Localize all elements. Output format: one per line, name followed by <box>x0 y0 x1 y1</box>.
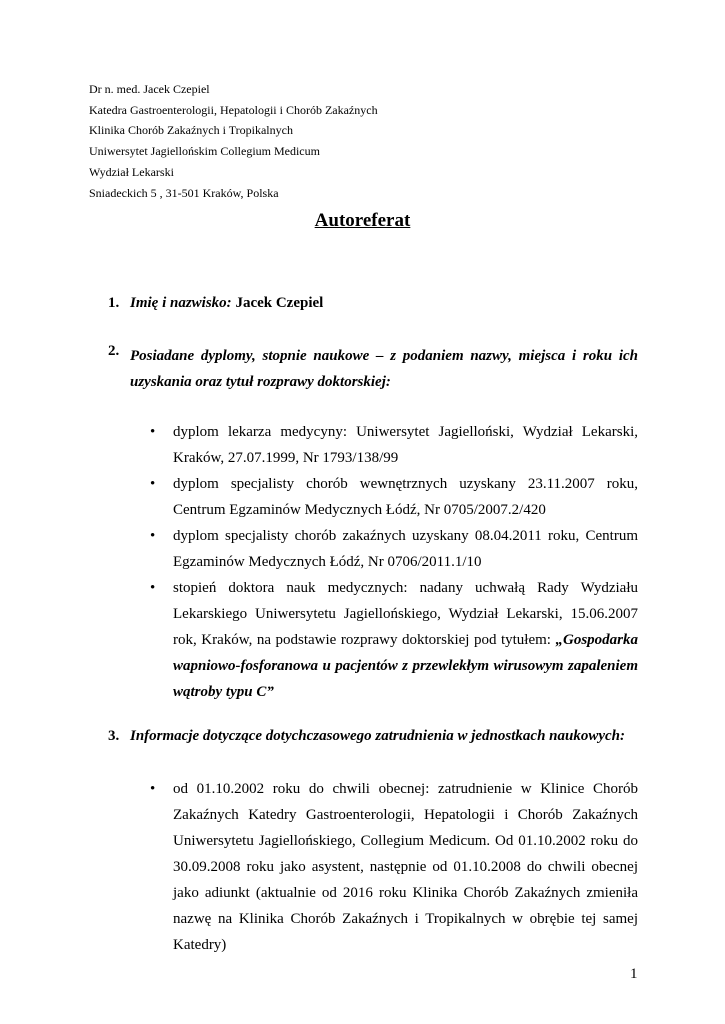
bullet-icon: • <box>150 580 156 596</box>
author-affiliation-block <box>89 79 378 203</box>
header-line-clinic: Klinika Chorób Zakaźnych i Tropikalnych <box>89 123 293 138</box>
list-item: • dyplom lekarza medycyny: Uniwersytet Jagielloński, Wydział Lekarski, Kraków, 27.07.1999, Nr 1793/138/99 <box>150 419 638 471</box>
document-title: Autoreferat <box>314 210 411 231</box>
list-item: • dyplom specjalisty chorób zakaźnych uzyskany 08.04.2011 roku, Centrum Egzaminów Medycznych Łódź, Nr 0706/2011.1/10 <box>150 523 638 575</box>
section-heading: Informacje dotyczące dotychczasowego zatrudnienia w jednostkach naukowych: <box>130 728 625 744</box>
header-line-department: Katedra Gastroenterologii, Hepatologii i Chorób Zakaźnych <box>89 102 378 117</box>
person-name: Jacek Czepiel <box>235 295 324 311</box>
section-number: 2. <box>108 343 120 359</box>
header-line-faculty: Wydział Lekarski <box>89 164 174 179</box>
bullet-icon: • <box>150 781 156 797</box>
page-number: 1 <box>630 966 638 982</box>
header-line-university: Uniwersytet Jagiellońskim Collegium Medicum <box>89 144 320 159</box>
section-number: 1. <box>108 295 120 311</box>
bullet-icon: • <box>150 528 156 544</box>
thesis-title: „Gospodarka wapniowo-fosforanowa u pacjentów z przewlekłym wirusowym zapaleniem wątroby typu C” <box>173 632 638 700</box>
bullet-icon: • <box>150 476 156 492</box>
employment-list <box>150 776 638 958</box>
header-line-address: Sniadeckich 5 , 31-501 Kraków, Polska <box>89 185 279 200</box>
section-number: 3. <box>108 728 120 744</box>
diplomas-list <box>150 419 638 705</box>
section-heading: Posiadane dyplomy, stopnie naukowe – z podaniem nazwy, miejsca i roku ich uzyskania oraz tytuł rozprawy doktorskiej: <box>130 348 638 390</box>
list-item: • stopień doktora nauk medycznych: nadany uchwałą Rady Wydziału Lekarskiego Uniwersytetu Jagiellońskiego, Wydział Lekarski, 15.06.2007 rok, Kraków, na podstawie rozprawy doktorskiej pod tytułem: „Gospodarka wapniowo-fosforanowa u pacjentów z przewlekłym wirusowym zapaleniem wątroby typu C” <box>150 575 638 705</box>
header-line-name: Dr n. med. Jacek Czepiel <box>89 82 210 96</box>
section-label: Imię i nazwisko: <box>130 295 232 311</box>
list-item: • od 01.10.2002 roku do chwili obecnej: zatrudnienie w Klinice Chorób Zakaźnych Katedry Gastroenterologii, Hepatologii i Chorób Zakaźnych Uniwersytetu Jagiellońskiego, Collegium Medicum. Od 01.10.2002 roku do 30.09.2008 roku jako asystent, następnie od 01.10.2008 do chwili obecnej jako adiunkt (aktualnie od 2016 roku Klinika Chorób Zakaźnych zmieniła nazwę na Klinika Chorób Zakaźnych i Tropikalnych w obrębie tej samej Katedry) <box>150 776 638 958</box>
list-item: • dyplom specjalisty chorób wewnętrznych uzyskany 23.11.2007 roku, Centrum Egzaminów Medycznych Łódź, Nr 0705/2007.2/420 <box>150 471 638 523</box>
bullet-icon: • <box>150 424 156 440</box>
